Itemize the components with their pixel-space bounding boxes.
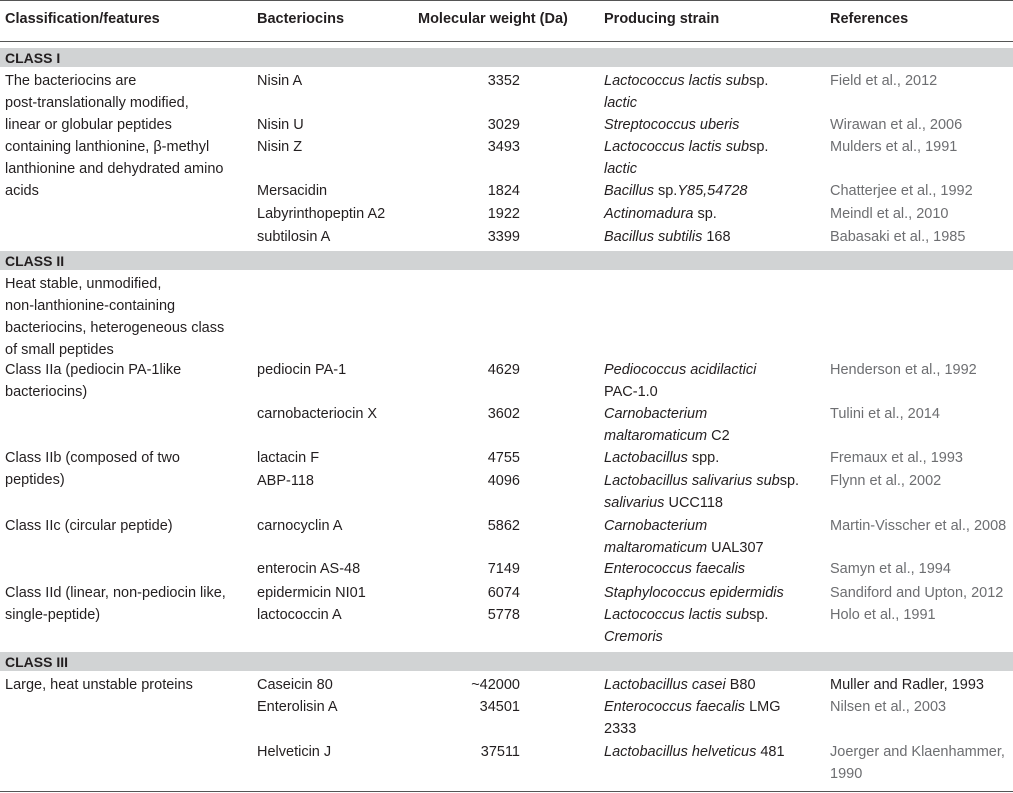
class-label: CLASS I (5, 50, 61, 66)
producing-strain (604, 696, 824, 740)
class-label: CLASS II (5, 253, 65, 269)
molecular-weight: 1824 (487, 183, 520, 199)
strain-species: salivarius (604, 495, 665, 511)
header-classification: Classification/features (5, 11, 160, 27)
strain-species: Actinomadura (604, 206, 694, 222)
producing-strain (604, 674, 824, 696)
producing-strain (604, 515, 824, 559)
strain-line (604, 741, 824, 763)
producing-strain (604, 582, 824, 604)
producing-strain (604, 470, 824, 514)
strain-line (604, 425, 824, 447)
bacteriocin-name: Enterolisin A (257, 699, 338, 715)
bacteriocin-name: subtilosin A (257, 229, 331, 245)
strain-suffix: sp. (749, 139, 769, 155)
strain-species: Pediococcus acidilactici (604, 362, 757, 378)
strain-suffix: 481 (756, 744, 785, 760)
strain-species: Lactococcus lactis sub (604, 139, 750, 155)
molecular-weight: 3493 (487, 139, 520, 155)
feature-class-iib: Class IIb (composed of two peptides) (5, 450, 180, 488)
strain-species: Enterococcus faecalis (604, 699, 746, 715)
reference: Muller and Radler, 1993 (830, 677, 984, 693)
producing-strain (604, 604, 824, 648)
strain-species: Enterococcus faecalis (604, 561, 746, 577)
strain-species: Lactobacillus helveticus (604, 744, 757, 760)
strain-species: Y85,54728 (677, 183, 748, 199)
bacteriocin-name: Caseicin 80 (257, 677, 333, 693)
bacteriocin-name: epidermicin NI01 (257, 585, 366, 601)
feature-class-ii: Heat stable, unmodified, non-lanthionine-containing bacteriocins, heterogeneous class of small peptides (5, 276, 225, 358)
strain-line (604, 381, 824, 403)
producing-strain (604, 558, 824, 580)
strain-line (604, 180, 824, 202)
molecular-weight: 6074 (487, 585, 520, 601)
strain-line (604, 492, 824, 514)
strain-line (604, 136, 824, 158)
strain-line (604, 674, 824, 696)
header-bacteriocins: Bacteriocins (257, 11, 345, 27)
reference: Wirawan et al., 2006 (830, 117, 963, 133)
strain-line (604, 537, 824, 559)
strain-line (604, 558, 824, 580)
strain-suffix: C2 (707, 428, 730, 444)
reference: Holo et al., 1991 (830, 607, 936, 623)
strain-species: Staphylococcus epidermidis (604, 585, 784, 601)
class-label: CLASS III (5, 654, 69, 670)
strain-suffix: sp. (779, 473, 800, 489)
molecular-weight: 37511 (480, 744, 520, 760)
strain-species: Lactobacillus (604, 450, 688, 466)
bacteriocin-name: carnocyclin A (257, 518, 343, 534)
reference: Henderson et al., 1992 (830, 362, 977, 378)
strain-line (604, 403, 824, 425)
strain-suffix: B80 (725, 677, 756, 693)
producing-strain (604, 447, 824, 469)
bacteriocin-name: lactacin F (257, 450, 320, 466)
bacteriocin-name: ABP-118 (257, 473, 314, 489)
molecular-weight: 5778 (487, 607, 520, 623)
strain-species: Cremoris (604, 629, 663, 645)
strain-line (604, 114, 824, 136)
producing-strain (604, 136, 824, 180)
producing-strain (604, 226, 824, 248)
reference: Sandiford and Upton, 2012 (830, 585, 1004, 601)
strain-line (604, 158, 824, 180)
feature-class-iia: Class IIa (pediocin PA-1like bacteriocins) (5, 362, 182, 400)
strain-line (604, 470, 824, 492)
bacteriocin-name: Labyrinthopeptin A2 (257, 206, 386, 222)
bacteriocin-name: carnobacteriocin X (257, 406, 378, 422)
strain-species: Bacillus subtilis (604, 229, 703, 245)
strain-species: Lactococcus lactis sub (604, 607, 750, 623)
strain-line (604, 718, 824, 740)
strain-line (604, 226, 824, 248)
top-rule (0, 0, 1013, 1)
strain-suffix: sp. (749, 73, 769, 89)
bacteriocin-name: lactococcin A (257, 607, 342, 623)
bacteriocin-name: Nisin A (257, 73, 303, 89)
producing-strain (604, 70, 824, 114)
bacteriocin-name: pediocin PA-1 (257, 362, 347, 378)
producing-strain (604, 180, 824, 202)
strain-line (604, 447, 824, 469)
strain-species: maltaromaticum (604, 540, 708, 556)
molecular-weight: 3602 (487, 406, 520, 422)
molecular-weight: 4096 (487, 473, 520, 489)
strain-line (604, 582, 824, 604)
strain-line (604, 515, 824, 537)
class-band (0, 652, 1013, 671)
bacteriocin-name: enterocin AS-48 (257, 561, 361, 577)
producing-strain (604, 203, 824, 225)
class-band (0, 251, 1013, 270)
feature-class-iid: Class IId (linear, non-pediocin like, single-peptide) (5, 585, 226, 623)
molecular-weight: 34501 (479, 699, 520, 715)
feature-class-iic: Class IIc (circular peptide) (5, 518, 173, 534)
feature-class-iii: Large, heat unstable proteins (5, 677, 193, 693)
strain-species: lactic (604, 95, 638, 111)
bacteriocin-name: Nisin Z (257, 139, 303, 155)
molecular-weight: 7149 (487, 561, 520, 577)
strain-line (604, 70, 824, 92)
reference: Chatterjee et al., 1992 (830, 183, 973, 199)
strain-suffix: 2333 (604, 721, 637, 737)
feature-class-i: The bacteriocins are post-translationally modified, linear or globular peptides containing lanthionine, β-methyl lanthionine and dehydrated amino acids (5, 73, 224, 199)
reference: Babasaki et al., 1985 (830, 229, 966, 245)
molecular-weight: 4755 (487, 450, 520, 466)
reference: Samyn et al., 1994 (830, 561, 951, 577)
header-rule (0, 41, 1013, 42)
strain-suffix: sp. (653, 183, 678, 199)
strain-species: Streptococcus uberis (604, 117, 740, 133)
strain-species: Lactobacillus salivarius sub (604, 473, 780, 489)
strain-suffix: sp. (749, 607, 769, 623)
strain-line (604, 604, 824, 626)
strain-species: maltaromaticum (604, 428, 708, 444)
molecular-weight: 5862 (487, 518, 520, 534)
strain-species: Carnobacterium (604, 518, 708, 534)
bacteriocin-name: Helveticin J (257, 744, 332, 760)
strain-suffix: 168 (702, 229, 731, 245)
producing-strain (604, 359, 824, 403)
molecular-weight: 3399 (487, 229, 520, 245)
molecular-weight: 4629 (487, 362, 520, 378)
strain-species: Bacillus (604, 183, 654, 199)
header-producing-strain: Producing strain (604, 11, 720, 27)
strain-species: lactic (604, 161, 638, 177)
bacteriocin-name: Nisin U (257, 117, 304, 133)
reference: Field et al., 2012 (830, 73, 938, 89)
producing-strain (604, 403, 824, 447)
molecular-weight: 3029 (487, 117, 520, 133)
producing-strain (604, 114, 824, 136)
reference: Martin-Visscher et al., 2008 (830, 518, 1007, 534)
strain-suffix: spp. (687, 450, 720, 466)
reference: Meindl et al., 2010 (830, 206, 949, 222)
strain-line (604, 203, 824, 225)
bacteriocin-name: Mersacidin (257, 183, 328, 199)
strain-line (604, 626, 824, 648)
strain-suffix: PAC-1.0 (604, 384, 658, 400)
molecular-weight: 1922 (487, 206, 520, 222)
strain-species: Lactobacillus casei (604, 677, 726, 693)
strain-suffix: sp. (693, 206, 717, 222)
molecular-weight: 3352 (487, 73, 520, 89)
strain-line (604, 359, 824, 381)
reference: Mulders et al., 1991 (830, 139, 958, 155)
strain-suffix: UAL307 (707, 540, 764, 556)
reference: Flynn et al., 2002 (830, 473, 942, 489)
molecular-weight: ~42000 (471, 677, 520, 693)
strain-species: Lactococcus lactis sub (604, 73, 750, 89)
producing-strain (604, 741, 824, 763)
reference: Tulini et al., 2014 (830, 406, 940, 422)
reference: Fremaux et al., 1993 (830, 450, 963, 466)
strain-suffix: UCC118 (664, 495, 723, 511)
strain-species: Carnobacterium (604, 406, 708, 422)
strain-line (604, 696, 824, 718)
strain-line (604, 92, 824, 114)
class-band (0, 48, 1013, 67)
header-molecular-weight: Molecular weight (Da) (418, 11, 568, 27)
bottom-rule (0, 791, 1013, 792)
reference: Joerger and Klaenhammer, 1990 (830, 744, 1005, 782)
strain-suffix: LMG (745, 699, 781, 715)
reference: Nilsen et al., 2003 (830, 699, 947, 715)
header-references: References (830, 11, 909, 27)
